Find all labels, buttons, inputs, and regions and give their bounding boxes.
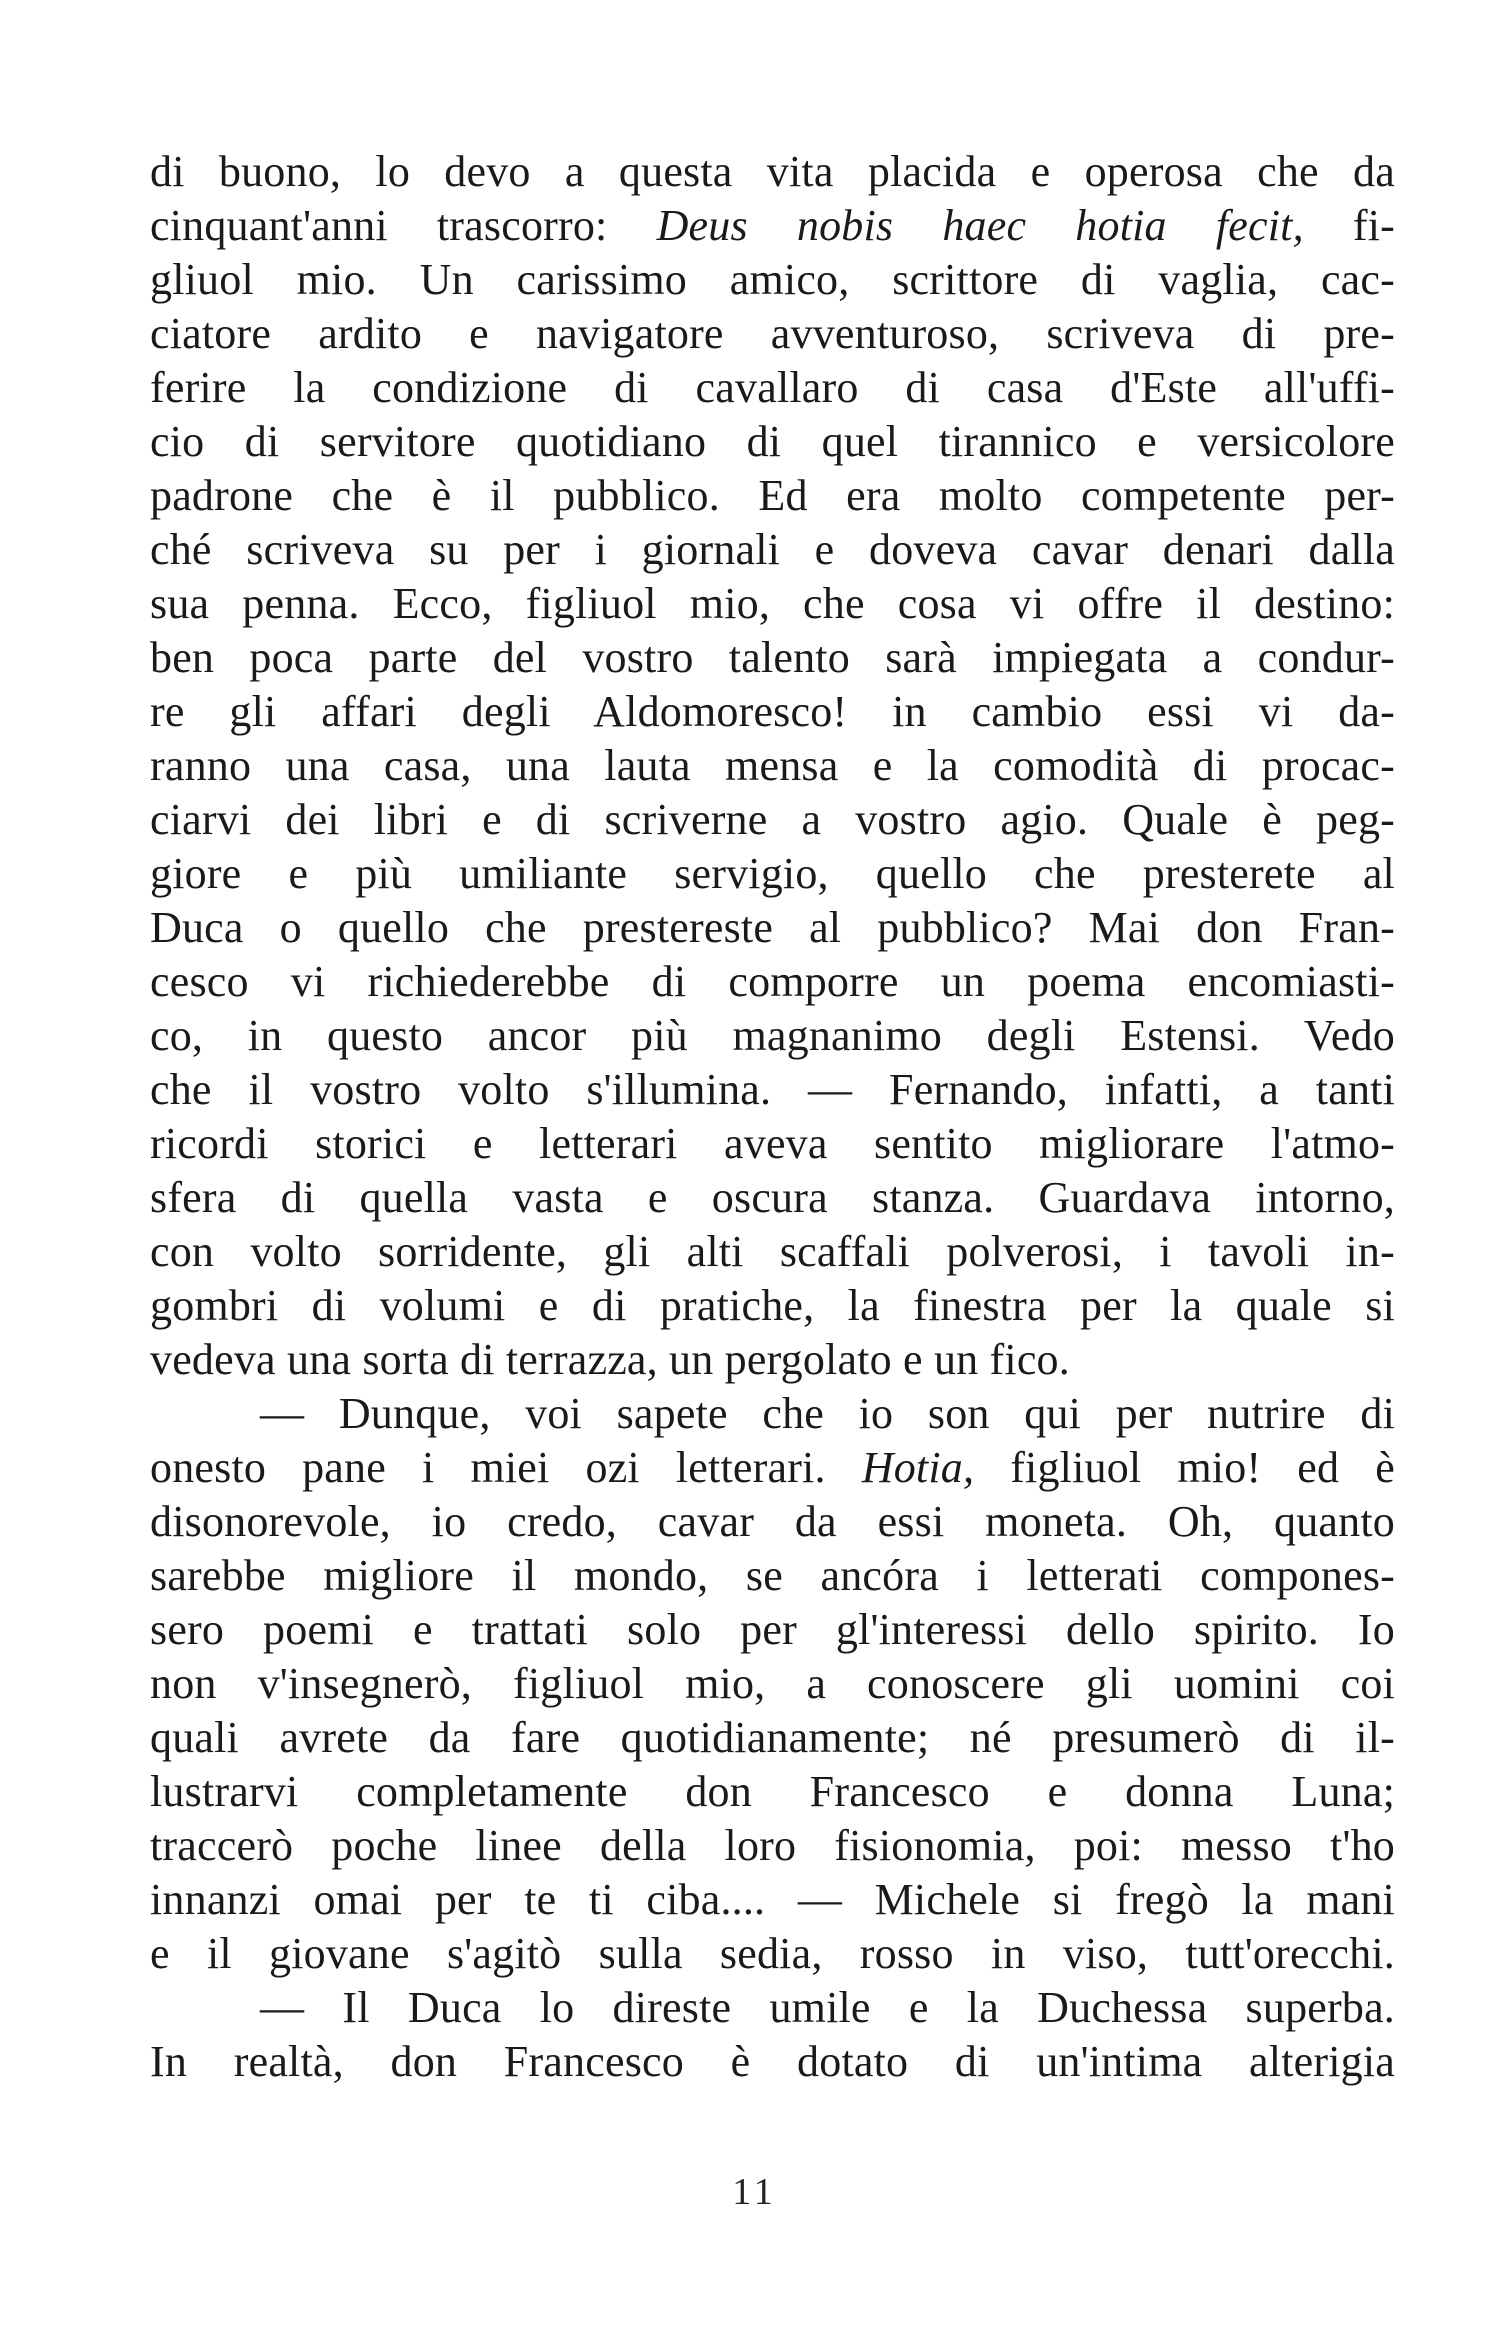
text-line: non v'insegnerò, figliuol mio, a conoscere gli uomini coi (150, 1659, 1395, 1708)
text-line: cinquant'anni trascorro: Deus nobis haec hotia fecit, fi- (150, 201, 1395, 250)
text-line: di buono, lo devo a questa vita placida e operosa che da (150, 147, 1395, 196)
text-line: sero poemi e trattati solo per gl'interessi dello spirito. Io (150, 1605, 1395, 1654)
text-line: gliuol mio. Un carissimo amico, scrittore di vaglia, cac- (150, 255, 1395, 304)
italic-phrase: Deus nobis haec hotia fecit, (656, 201, 1304, 250)
text-line: sua penna. Ecco, figliuol mio, che cosa vi offre il destino: (150, 579, 1395, 628)
text-line: — Il Duca lo direste umile e la Duchessa superba. (260, 1983, 1395, 2032)
text-line: ranno una casa, una lauta mensa e la comodità di procac- (150, 741, 1395, 790)
text-line: — Dunque, voi sapete che io son qui per nutrire di (260, 1389, 1395, 1438)
text-line: cesco vi richiederebbe di comporre un poema encomiasti- (150, 957, 1395, 1006)
text-line: ciatore ardito e navigatore avventuroso, scriveva di pre- (150, 309, 1395, 358)
text-line: ricordi storici e letterari aveva sentito migliorare l'atmo- (150, 1119, 1395, 1168)
text-line: ché scriveva su per i giornali e doveva cavar denari dalla (150, 525, 1395, 574)
text-line: gombri di volumi e di pratiche, la finestra per la quale si (150, 1281, 1395, 1330)
text-line: Duca o quello che prestereste al pubblico? Mai don Fran- (150, 903, 1395, 952)
text-line: padrone che è il pubblico. Ed era molto competente per- (150, 471, 1395, 520)
text-line: In realtà, don Francesco è dotato di un'intima alterigia (150, 2037, 1395, 2086)
text-line: e il giovane s'agitò sulla sedia, rosso in viso, tutt'orecchi. (150, 1929, 1395, 1978)
text-line: vedeva una sorta di terrazza, un pergolato e un fico. (150, 1335, 1070, 1384)
text-line: sfera di quella vasta e oscura stanza. Guardava intorno, (150, 1173, 1395, 1222)
body-text (150, 145, 1395, 2089)
text-line: cio di servitore quotidiano di quel tirannico e versicolore (150, 417, 1395, 466)
text-line: re gli affari degli Aldomoresco! in cambio essi vi da- (150, 687, 1395, 736)
text-line: lustrarvi completamente don Francesco e donna Luna; (150, 1767, 1395, 1816)
text-line: ben poca parte del vostro talento sarà impiegata a condur- (150, 633, 1395, 682)
text-line: onesto pane i miei ozi letterari. Hotia, figliuol mio! ed è (150, 1443, 1395, 1492)
text-line: ciarvi dei libri e di scriverne a vostro agio. Quale è peg- (150, 795, 1395, 844)
text-line: sarebbe migliore il mondo, se ancóra i letterati compones- (150, 1551, 1395, 1600)
text-line: con volto sorridente, gli alti scaffali polverosi, i tavoli in- (150, 1227, 1395, 1276)
italic-phrase: Hotia, (861, 1443, 975, 1492)
page-number: 11 (732, 2171, 777, 2213)
text-line: disonorevole, io credo, cavar da essi moneta. Oh, quanto (150, 1497, 1395, 1546)
text-line: che il vostro volto s'illumina. — Fernando, infatti, a tanti (150, 1065, 1395, 1114)
text-line: innanzi omai per te ti ciba.... — Michele si fregò la mani (150, 1875, 1395, 1924)
text-line: ferire la condizione di cavallaro di casa d'Este all'uffi- (150, 363, 1395, 412)
text-line: quali avrete da fare quotidianamente; né presumerò di il- (150, 1713, 1395, 1762)
text-line: traccerò poche linee della loro fisionomia, poi: messo t'ho (150, 1821, 1395, 1870)
text-line: co, in questo ancor più magnanimo degli Estensi. Vedo (150, 1011, 1395, 1060)
text-line: giore e più umiliante servigio, quello che presterete al (150, 849, 1395, 898)
